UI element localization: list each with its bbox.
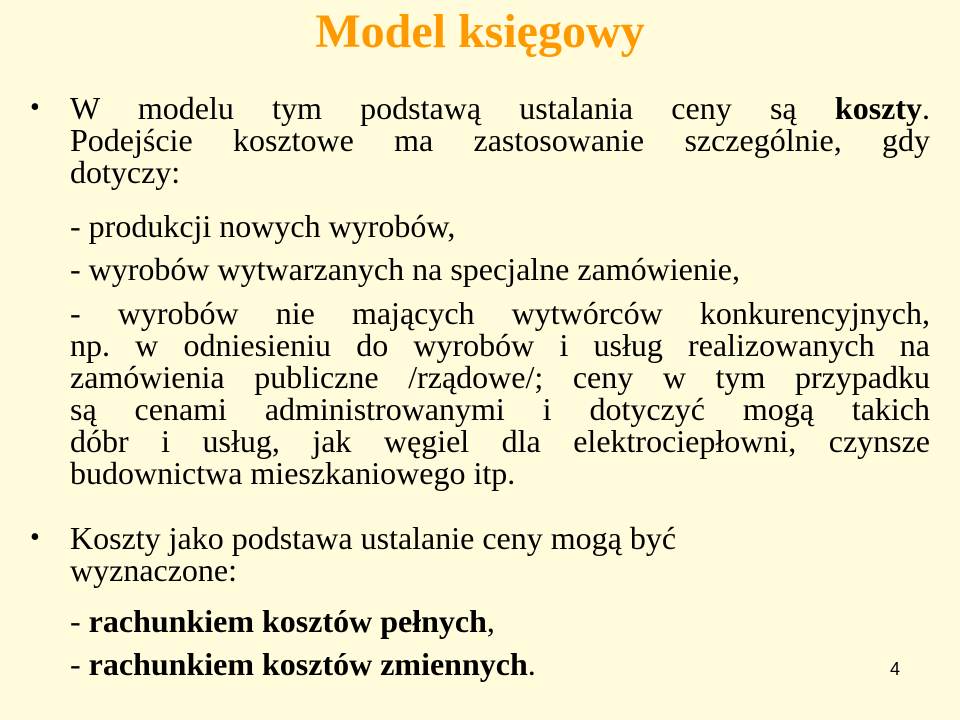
bullet-marker: • — [30, 92, 40, 123]
bullet-1-text — [70, 92, 930, 188]
text-line: W modelu tym podstawą ustalania ceny są koszty. — [70, 90, 930, 126]
sub-item-variable-costing: - rachunkiem kosztów zmiennych. — [70, 646, 536, 682]
sub-item-full-costing: - rachunkiem kosztów pełnych, — [70, 603, 495, 639]
sub-item-no-competitors: - wyrobów nie mających wytwórców konkurencyjnych, np. w odniesieniu do wyrobów i usług realizowanych na zamówienia publiczne /rządowe/; ceny w tym przypadku są cenami administrowanymi i dotyczyć mogą takich dóbr i usług, jak węgiel dla elektrociepłowni, czynsze budownictwa mieszkaniowego itp. — [70, 295, 930, 491]
emphasis-variable-costing: rachunkiem kosztów zmiennych — [88, 646, 528, 682]
emphasis-koszty: koszty — [834, 90, 922, 126]
page-number: 4 — [890, 659, 901, 679]
sub-item-special-orders: - wyrobów wytwarzanych na specjalne zamówienie, — [70, 251, 740, 287]
emphasis-full-costing: rachunkiem kosztów pełnych — [88, 603, 487, 639]
text-line: Podejście kosztowe ma zastosowanie szczególnie, gdy — [70, 122, 930, 158]
bullet-2-text: Koszty jako podstawa ustalanie ceny mogą być wyznaczone: — [70, 520, 677, 588]
text-line: dotyczy: — [70, 154, 181, 190]
sub-item-new-products: - produkcji nowych wyrobów, — [70, 208, 456, 244]
slide-title: Model księgowy — [315, 5, 645, 58]
bullet-marker: • — [30, 522, 40, 553]
